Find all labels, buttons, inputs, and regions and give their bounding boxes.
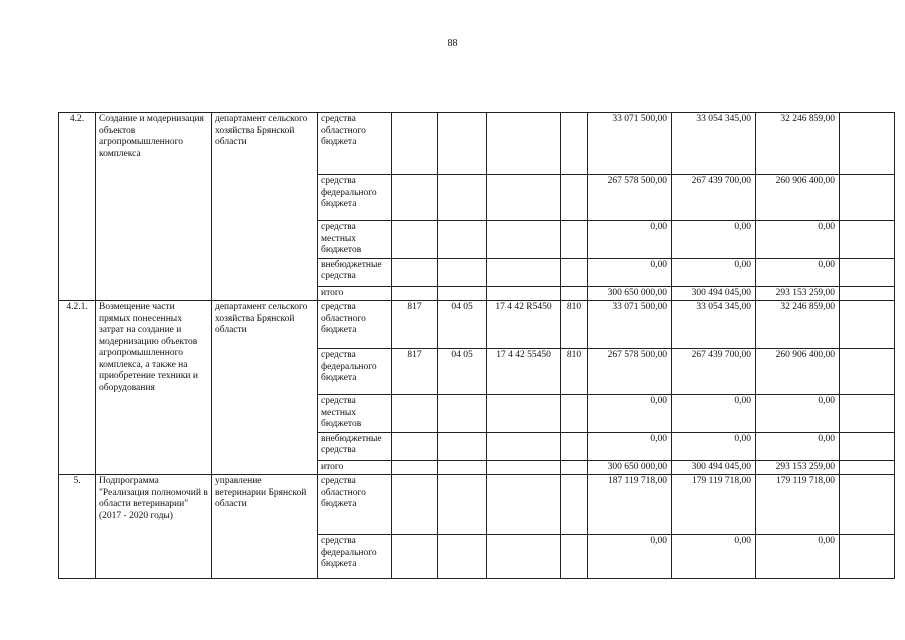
grbs-code (392, 475, 438, 535)
section-code: 04 05 (438, 301, 487, 349)
amount-year-2: 33 054 345,00 (672, 113, 756, 175)
expense-type-code (561, 460, 588, 475)
page-number: 88 (447, 38, 458, 49)
grbs-code: 817 (392, 349, 438, 395)
amount-year-3: 0,00 (756, 395, 840, 433)
amount-year-2: 267 439 700,00 (672, 349, 756, 395)
empty-cell (840, 286, 895, 301)
amount-year-1: 0,00 (588, 395, 672, 433)
funding-source: внебюджетные средства (318, 432, 392, 460)
amount-year-2: 267 439 700,00 (672, 175, 756, 221)
empty-cell (840, 395, 895, 433)
expense-type-code (561, 286, 588, 301)
empty-cell (840, 535, 895, 579)
amount-year-1: 0,00 (588, 432, 672, 460)
table-row (59, 475, 895, 535)
responsible-department: департамент сельского хозяйства Брянской области (212, 113, 318, 301)
target-article-code: 17 4 42 55450 (487, 349, 561, 395)
expense-type-code (561, 535, 588, 579)
section-code: 04 05 (438, 349, 487, 395)
target-article-code (487, 113, 561, 175)
empty-cell (840, 113, 895, 175)
amount-year-1: 0,00 (588, 221, 672, 259)
responsible-department: управление ветеринарии Брянской области (212, 475, 318, 579)
amount-year-3: 293 153 259,00 (756, 460, 840, 475)
amount-year-1: 267 578 500,00 (588, 349, 672, 395)
responsible-department: департамент сельского хозяйства Брянской области (212, 301, 318, 475)
amount-year-2: 0,00 (672, 395, 756, 433)
target-article-code (487, 535, 561, 579)
expense-type-code (561, 395, 588, 433)
funding-source: средства федерального бюджета (318, 349, 392, 395)
amount-year-3: 293 153 259,00 (756, 286, 840, 301)
expense-type-code: 810 (561, 349, 588, 395)
amount-year-3: 32 246 859,00 (756, 301, 840, 349)
row-number: 4.2. (59, 113, 96, 301)
amount-year-3: 179 119 718,00 (756, 475, 840, 535)
amount-year-1: 33 071 500,00 (588, 113, 672, 175)
budget-table-body (59, 113, 895, 579)
empty-cell (840, 475, 895, 535)
funding-source: средства местных бюджетов (318, 221, 392, 259)
amount-year-1: 33 071 500,00 (588, 301, 672, 349)
section-code (438, 113, 487, 175)
funding-source: средства федерального бюджета (318, 535, 392, 579)
target-article-code (487, 175, 561, 221)
expense-type-code (561, 175, 588, 221)
target-article-code (487, 460, 561, 475)
section-code (438, 175, 487, 221)
funding-source: итого (318, 286, 392, 301)
amount-year-3: 260 906 400,00 (756, 349, 840, 395)
expense-type-code (561, 258, 588, 286)
amount-year-2: 0,00 (672, 432, 756, 460)
budget-table (58, 112, 895, 579)
target-article-code (487, 258, 561, 286)
amount-year-2: 0,00 (672, 535, 756, 579)
amount-year-3: 0,00 (756, 432, 840, 460)
amount-year-3: 0,00 (756, 221, 840, 259)
amount-year-1: 0,00 (588, 535, 672, 579)
row-number: 5. (59, 475, 96, 579)
target-article-code: 17 4 42 R5450 (487, 301, 561, 349)
section-code (438, 432, 487, 460)
grbs-code (392, 460, 438, 475)
grbs-code (392, 258, 438, 286)
amount-year-1: 300 650 000,00 (588, 286, 672, 301)
table-row (59, 113, 895, 175)
amount-year-3: 0,00 (756, 535, 840, 579)
grbs-code (392, 432, 438, 460)
measure-name: Создание и модернизация объектов агропромышленного комплекса (96, 113, 212, 301)
row-number: 4.2.1. (59, 301, 96, 475)
grbs-code: 817 (392, 301, 438, 349)
amount-year-2: 300 494 045,00 (672, 286, 756, 301)
section-code (438, 286, 487, 301)
empty-cell (840, 432, 895, 460)
grbs-code (392, 221, 438, 259)
amount-year-1: 300 650 000,00 (588, 460, 672, 475)
grbs-code (392, 535, 438, 579)
target-article-code (487, 286, 561, 301)
amount-year-2: 33 054 345,00 (672, 301, 756, 349)
funding-source: средства областного бюджета (318, 475, 392, 535)
amount-year-1: 267 578 500,00 (588, 175, 672, 221)
table-row (59, 301, 895, 349)
empty-cell (840, 258, 895, 286)
target-article-code (487, 432, 561, 460)
expense-type-code (561, 475, 588, 535)
empty-cell (840, 175, 895, 221)
section-code (438, 221, 487, 259)
expense-type-code (561, 113, 588, 175)
funding-source: средства областного бюджета (318, 113, 392, 175)
target-article-code (487, 395, 561, 433)
grbs-code (392, 286, 438, 301)
amount-year-1: 187 119 718,00 (588, 475, 672, 535)
empty-cell (840, 349, 895, 395)
section-code (438, 475, 487, 535)
target-article-code (487, 475, 561, 535)
expense-type-code (561, 432, 588, 460)
amount-year-3: 0,00 (756, 258, 840, 286)
funding-source: средства местных бюджетов (318, 395, 392, 433)
amount-year-3: 260 906 400,00 (756, 175, 840, 221)
section-code (438, 535, 487, 579)
amount-year-2: 179 119 718,00 (672, 475, 756, 535)
empty-cell (840, 301, 895, 349)
amount-year-1: 0,00 (588, 258, 672, 286)
funding-source: итого (318, 460, 392, 475)
grbs-code (392, 175, 438, 221)
funding-source: средства областного бюджета (318, 301, 392, 349)
amount-year-2: 300 494 045,00 (672, 460, 756, 475)
empty-cell (840, 460, 895, 475)
funding-source: средства федерального бюджета (318, 175, 392, 221)
amount-year-2: 0,00 (672, 221, 756, 259)
expense-type-code: 810 (561, 301, 588, 349)
amount-year-2: 0,00 (672, 258, 756, 286)
measure-name: Возмещение части прямых понесенных затрат на создание и модернизацию объектов агропромышленного комплекса, а также на приобретение техники и оборудования (96, 301, 212, 475)
section-code (438, 395, 487, 433)
section-code (438, 258, 487, 286)
grbs-code (392, 113, 438, 175)
measure-name: Подпрограмма "Реализация полномочий в области ветеринарии" (2017 - 2020 годы) (96, 475, 212, 579)
funding-source: внебюджетные средства (318, 258, 392, 286)
amount-year-3: 32 246 859,00 (756, 113, 840, 175)
expense-type-code (561, 221, 588, 259)
grbs-code (392, 395, 438, 433)
target-article-code (487, 221, 561, 259)
empty-cell (840, 221, 895, 259)
section-code (438, 460, 487, 475)
